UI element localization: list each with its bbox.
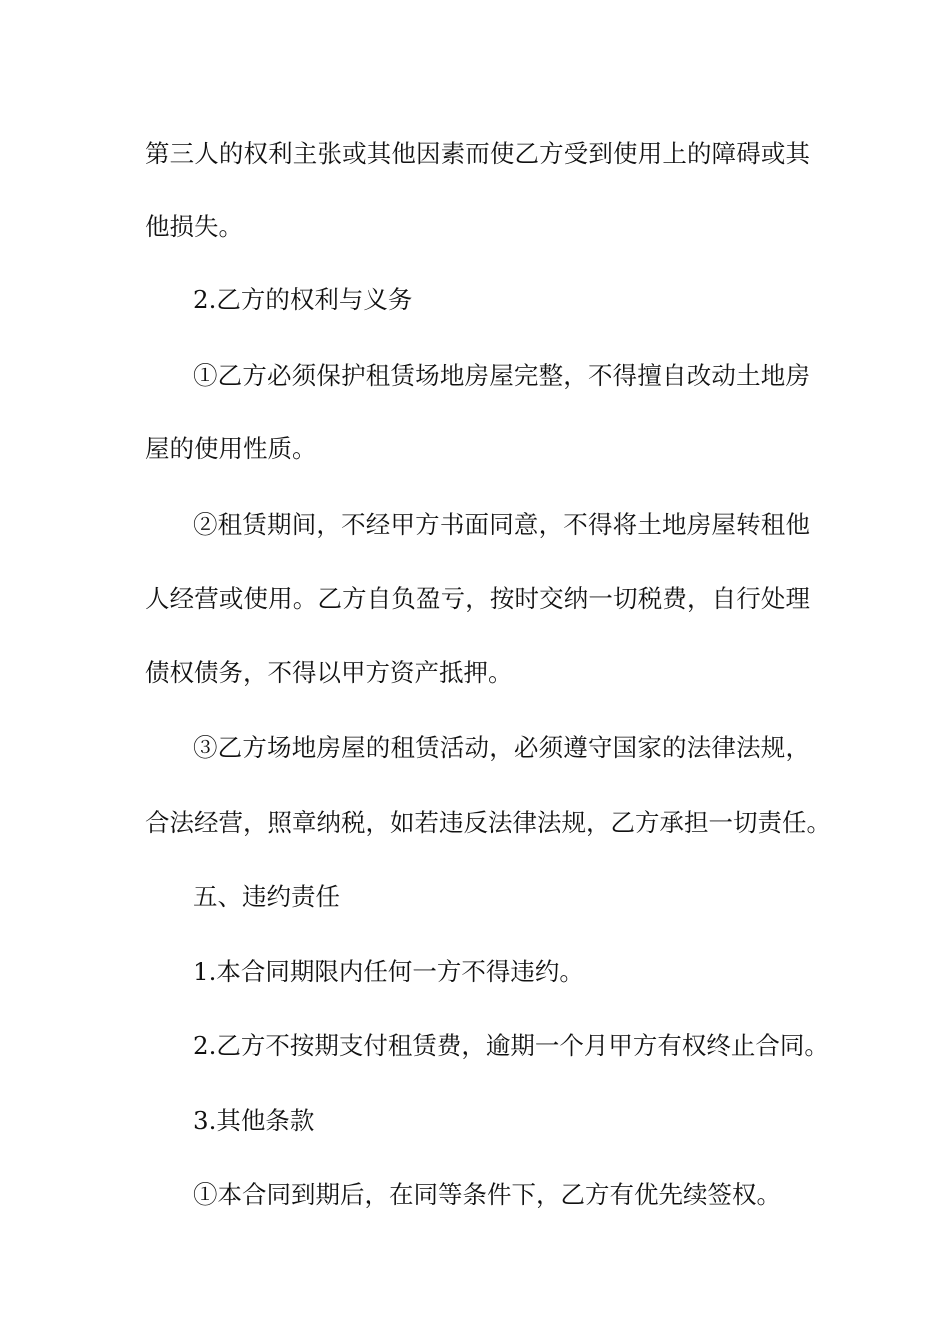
section-heading: 五、违约责任 bbox=[193, 882, 340, 911]
clause-line: 1.本合同期限内任何一方不得违约。 bbox=[193, 957, 584, 986]
paragraph-line: ①乙方必须保护租赁场地房屋完整，不得擅自改动土地房 bbox=[193, 361, 810, 390]
section-heading: 2.乙方的权利与义务 bbox=[193, 285, 413, 314]
clause-line: ①本合同到期后，在同等条件下，乙方有优先续签权。 bbox=[193, 1180, 781, 1209]
paragraph-line: 合法经营，照章纳税，如若违反法律法规，乙方承担一切责任。 bbox=[145, 808, 831, 837]
paragraph-line: 人经营或使用。乙方自负盈亏，按时交纳一切税费，自行处理 bbox=[145, 584, 810, 613]
clause-line: 2.乙方不按期支付租赁费，逾期一个月甲方有权终止合同。 bbox=[193, 1031, 829, 1060]
paragraph-line: ③乙方场地房屋的租赁活动，必须遵守国家的法律法规， bbox=[193, 733, 810, 762]
paragraph-line: ②租赁期间，不经甲方书面同意，不得将土地房屋转租他 bbox=[193, 510, 810, 539]
paragraph-line: 第三人的权利主张或其他因素而使乙方受到使用上的障碍或其 bbox=[145, 139, 810, 168]
paragraph-line: 屋的使用性质。 bbox=[145, 434, 317, 463]
section-heading: 3.其他条款 bbox=[193, 1106, 315, 1135]
paragraph-line: 债权债务，不得以甲方资产抵押。 bbox=[145, 658, 513, 687]
paragraph-line: 他损失。 bbox=[145, 212, 243, 241]
